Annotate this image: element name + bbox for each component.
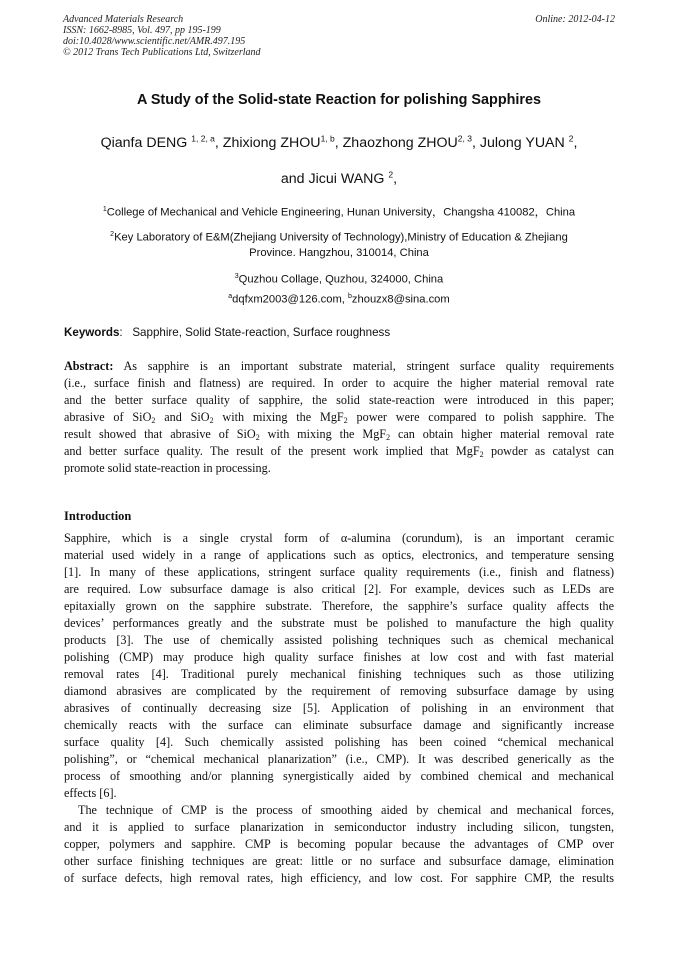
section-heading-introduction: Introduction [64, 509, 132, 523]
journal-name: Advanced Materials Research [63, 14, 184, 25]
text-line: surface quality [4]. Such chemically assisted polishing has been coined “chemical mechanical [64, 735, 614, 749]
author-line-1 [0, 133, 678, 151]
text-line: removal rates [4]. Traditional purely mechanical finishing techniques such as those utilizing [64, 667, 614, 681]
text-line: polishing (CMP) may produce high quality surface finishes at low cost and with fast material [64, 650, 614, 664]
text-line: are required. Low subsurface damage is also critical [2]. For example, devices such as LEDs are [64, 582, 614, 596]
text-line: copper, polymers and sapphire. CMP is becoming popular because the advantages of CMP over [64, 837, 614, 851]
abstract [64, 358, 614, 477]
affiliation-2: $^2$Key Laboratory of E&M(Zhejiang University of Technology),Ministry of Education & Zhejiang [110, 231, 568, 244]
text-line: epitaxially grown on the sapphire substrate. Therefore, the sapphire’s surface quality affects the [64, 599, 614, 613]
text-line: other surface finishing techniques are great: little or no surface and subsurface damage, elimination [64, 854, 614, 868]
text-line: of surface defects, high removal rates, high efficiency, and low cost. For sapphire CMP, the results [64, 871, 614, 885]
abstract-label: Abstract: [64, 359, 114, 373]
author: Qianfa DENG $^{1, 2, a}$, [100, 133, 223, 151]
keywords: Keywords: Sapphire, Solid State-reaction, Surface roughness [64, 326, 391, 339]
online-date: Online: 2012-04-12 [535, 14, 615, 25]
text-line: and better surface quality. The result of the present work implied that MgF$_2$ powder as catalyst can [64, 444, 614, 459]
author-line-2 [0, 169, 678, 187]
text-line: devices’ performances greatly and the substrate must be polished to manufacture the high quality [64, 616, 614, 630]
keywords-label: Keywords [64, 326, 120, 339]
text-line: effects [6]. [64, 786, 117, 800]
affiliation-3: $^3$Quzhou Collage, Quzhou, 324000, China [234, 273, 444, 286]
author: Zhaozhong ZHOU$^{2, 3}$, [342, 133, 480, 151]
text-line: chemically reacts with the surface can eliminate subsurface damage and significantly increase [64, 718, 614, 732]
text-line: polishing”, or “chemical mechanical planarization” (i.e., CMP). It was described generically as the [64, 752, 614, 766]
text-line: result showed that abrasive of SiO$_2$ with mixing the MgF$_2$ can obtain higher material removal rate [64, 427, 614, 442]
text-line: abrasives of continually decreasing size [5]. Application of polishing in an environment that [64, 701, 614, 715]
journal-header [63, 14, 615, 58]
text-line: and the better surface quality of sapphire, the solid state-reaction were introduced in this paper; [64, 393, 614, 407]
text-line: Sapphire, which is a single crystal form of α-alumina (corundum), is an important ceramic [64, 531, 614, 545]
introduction-text [64, 530, 614, 887]
text-line: material used widely in a range of applications such as optics, electronics, and temperature sensing [64, 548, 614, 562]
text-line: process of smoothing and/or planning synergistically aided by combined chemical and mechanical [64, 769, 614, 783]
email-link[interactable]: dqfxm2003@126.com, [232, 293, 349, 306]
text-line: products [3]. The use of chemically assisted polishing techniques such as chemical mechanical [64, 633, 614, 647]
affiliation-2-cont: Province. Hangzhou, 310014, China [249, 247, 429, 259]
text-line: diamond abrasives are complicated by the requirement of removing subsurface damage by using [64, 684, 614, 698]
author: and Jicui WANG $^2$, [280, 169, 398, 187]
affiliation-1: $^1$College of Mechanical and Vehicle Engineering, Hunan University，Changsha 410082，China [102, 206, 576, 219]
keywords-text: Sapphire, Solid State-reaction, Surface roughness [132, 326, 391, 339]
paper-title: A Study of the Solid-state Reaction for polishing Sapphires [136, 92, 542, 108]
doi-line: doi:10.4028/www.scientific.net/AMR.497.195 [63, 36, 246, 47]
text-line: and it is applied to surface planarization in semiconductor industry including silicon, tungsten, [64, 820, 614, 834]
email-link[interactable]: zhouzx8@sina.com [351, 293, 450, 306]
text-line: The technique of CMP is the process of smoothing aided by chemical and mechanical forces, [78, 803, 614, 817]
copyright-line: © 2012 Trans Tech Publications Ltd, Switzerland [63, 47, 261, 58]
author-emails: $^a$dqfxm2003@126.com, $^b$zhouzx8@sina.com [228, 293, 450, 306]
text-line: [1]. In many of these applications, stringent surface quality requirements (i.e., finish and flatness) [64, 565, 614, 579]
issn-line: ISSN: 1662-8985, Vol. 497, pp 195-199 [63, 25, 221, 36]
text-line: Abstract: As sapphire is an important substrate material, stringent surface quality requirements [64, 359, 614, 373]
author: Julong YUAN $^2$, [479, 133, 578, 151]
text-line: promote solid state-reaction in processing. [64, 461, 271, 475]
text-line: (i.e., surface finish and flatness) are required. In order to acquire the higher material removal rate [64, 376, 614, 390]
text-line: abrasive of SiO$_2$ and SiO$_2$ with mixing the MgF$_2$ power were compared to polish sapphire. The [64, 410, 614, 425]
author: Zhixiong ZHOU$^{1, b}$, [222, 133, 343, 151]
